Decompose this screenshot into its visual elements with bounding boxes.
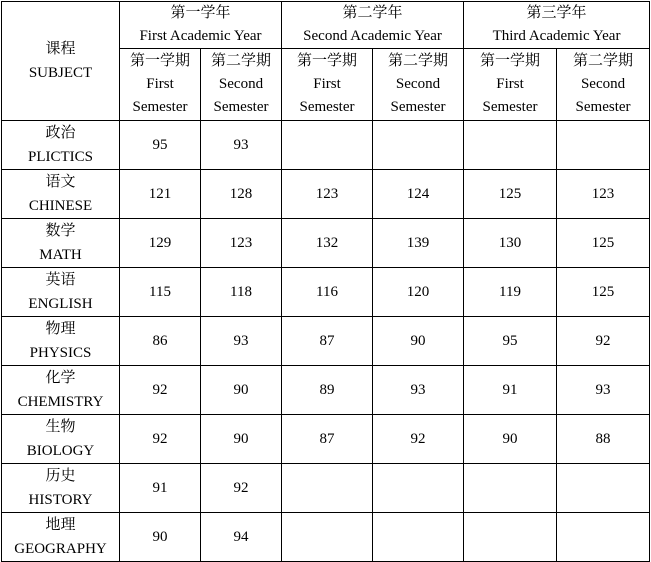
score-cell <box>557 464 650 513</box>
subject-en: PLICTICS <box>27 149 93 165</box>
subject-en: CHEMISTRY <box>17 394 104 410</box>
subject-cn: 化学 <box>45 370 76 386</box>
semester-en: First <box>146 76 174 92</box>
score-cell: 93 <box>201 317 282 366</box>
subject-en: BIOLOGY <box>26 443 95 459</box>
year-header-en: Third Academic Year <box>492 28 621 44</box>
year-header-cn: 第三学年 <box>526 5 587 21</box>
score-cell <box>282 464 373 513</box>
table-body <box>2 121 650 562</box>
score-cell <box>557 513 650 562</box>
semester-header <box>373 49 464 121</box>
score-cell: 128 <box>201 170 282 219</box>
score-cell: 129 <box>120 219 201 268</box>
subject-header-en: SUBJECT <box>28 65 93 81</box>
semester-en: Semester <box>213 99 269 115</box>
table-row <box>2 317 650 366</box>
score-cell: 115 <box>120 268 201 317</box>
year-header-2 <box>282 2 464 49</box>
subject-cn: 数学 <box>45 223 76 239</box>
semester-en: First <box>313 76 341 92</box>
subject-cell <box>2 317 120 366</box>
subject-cn: 英语 <box>45 272 76 288</box>
score-cell: 90 <box>464 415 557 464</box>
score-cell: 120 <box>373 268 464 317</box>
subject-cell <box>2 513 120 562</box>
semester-en: Semester <box>299 99 355 115</box>
subject-en: CHINESE <box>28 198 93 214</box>
score-cell: 118 <box>201 268 282 317</box>
subject-cell <box>2 366 120 415</box>
score-cell: 94 <box>201 513 282 562</box>
table-row <box>2 464 650 513</box>
score-cell: 139 <box>373 219 464 268</box>
score-cell: 92 <box>201 464 282 513</box>
score-cell: 92 <box>557 317 650 366</box>
subject-en: PHYSICS <box>29 345 92 361</box>
score-cell: 92 <box>120 415 201 464</box>
year-header-en: Second Academic Year <box>303 28 442 44</box>
score-cell: 93 <box>373 366 464 415</box>
semester-en: Semester <box>575 99 631 115</box>
semester-cn: 第一学期 <box>297 53 358 69</box>
semester-en: First <box>496 76 524 92</box>
subject-cn: 地理 <box>45 517 76 533</box>
semester-header <box>282 49 373 121</box>
score-cell: 125 <box>464 170 557 219</box>
subject-cn: 历史 <box>45 468 76 484</box>
score-cell: 123 <box>557 170 650 219</box>
score-cell: 89 <box>282 366 373 415</box>
score-cell <box>373 121 464 170</box>
score-cell: 116 <box>282 268 373 317</box>
score-cell <box>557 121 650 170</box>
table-row <box>2 121 650 170</box>
subject-header-cell <box>2 2 120 121</box>
semester-header <box>201 49 282 121</box>
semester-header <box>120 49 201 121</box>
year-header-en: First Academic Year <box>139 28 262 44</box>
score-cell <box>373 464 464 513</box>
score-cell <box>464 464 557 513</box>
semester-header <box>557 49 650 121</box>
score-cell <box>464 513 557 562</box>
score-cell: 121 <box>120 170 201 219</box>
table-row <box>2 415 650 464</box>
subject-cell <box>2 464 120 513</box>
semester-cn: 第一学期 <box>129 53 190 69</box>
subject-cell <box>2 415 120 464</box>
semester-cn: 第二学期 <box>573 53 634 69</box>
semester-en: Semester <box>390 99 446 115</box>
score-cell: 95 <box>120 121 201 170</box>
score-cell: 123 <box>282 170 373 219</box>
table-row <box>2 170 650 219</box>
semester-en: Semester <box>482 99 538 115</box>
table-row <box>2 513 650 562</box>
subject-cell <box>2 268 120 317</box>
table-row <box>2 366 650 415</box>
score-cell: 90 <box>373 317 464 366</box>
subject-cn: 物理 <box>45 321 76 337</box>
score-cell: 123 <box>201 219 282 268</box>
score-cell: 92 <box>373 415 464 464</box>
semester-cn: 第一学期 <box>480 53 541 69</box>
year-header-1 <box>120 2 282 49</box>
score-cell: 87 <box>282 317 373 366</box>
year-header-3 <box>464 2 650 49</box>
table-row <box>2 268 650 317</box>
score-cell: 87 <box>282 415 373 464</box>
score-cell: 88 <box>557 415 650 464</box>
score-cell: 95 <box>464 317 557 366</box>
subject-cn: 语文 <box>45 174 76 190</box>
score-cell: 125 <box>557 268 650 317</box>
score-cell: 90 <box>201 366 282 415</box>
score-cell: 93 <box>557 366 650 415</box>
score-cell: 90 <box>201 415 282 464</box>
grades-table <box>1 1 650 562</box>
subject-cell <box>2 219 120 268</box>
table-row <box>2 219 650 268</box>
score-cell: 125 <box>557 219 650 268</box>
score-cell: 119 <box>464 268 557 317</box>
subject-en: GEOGRAPHY <box>14 541 107 557</box>
semester-en: Semester <box>132 99 188 115</box>
year-header-cn: 第二学年 <box>342 5 403 21</box>
subject-cell <box>2 121 120 170</box>
subject-cn: 生物 <box>45 419 76 435</box>
score-cell <box>464 121 557 170</box>
semester-cn: 第二学期 <box>211 53 272 69</box>
semester-header <box>464 49 557 121</box>
semester-en: Second <box>218 76 264 92</box>
subject-cell <box>2 170 120 219</box>
semester-en: Second <box>580 76 626 92</box>
score-cell: 92 <box>120 366 201 415</box>
score-cell: 124 <box>373 170 464 219</box>
subject-header-cn: 课程 <box>45 41 76 57</box>
subject-en: ENGLISH <box>28 296 93 312</box>
score-cell <box>282 513 373 562</box>
score-cell: 91 <box>120 464 201 513</box>
score-cell: 86 <box>120 317 201 366</box>
score-cell: 130 <box>464 219 557 268</box>
semester-cn: 第二学期 <box>388 53 449 69</box>
score-cell <box>282 121 373 170</box>
semester-en: Second <box>395 76 441 92</box>
subject-cn: 政治 <box>45 125 76 141</box>
score-cell: 132 <box>282 219 373 268</box>
score-cell: 90 <box>120 513 201 562</box>
score-cell: 91 <box>464 366 557 415</box>
score-cell <box>373 513 464 562</box>
header-row-years <box>2 2 650 49</box>
subject-en: MATH <box>39 247 82 263</box>
year-header-cn: 第一学年 <box>170 5 231 21</box>
score-cell: 93 <box>201 121 282 170</box>
subject-en: HISTORY <box>28 492 93 508</box>
